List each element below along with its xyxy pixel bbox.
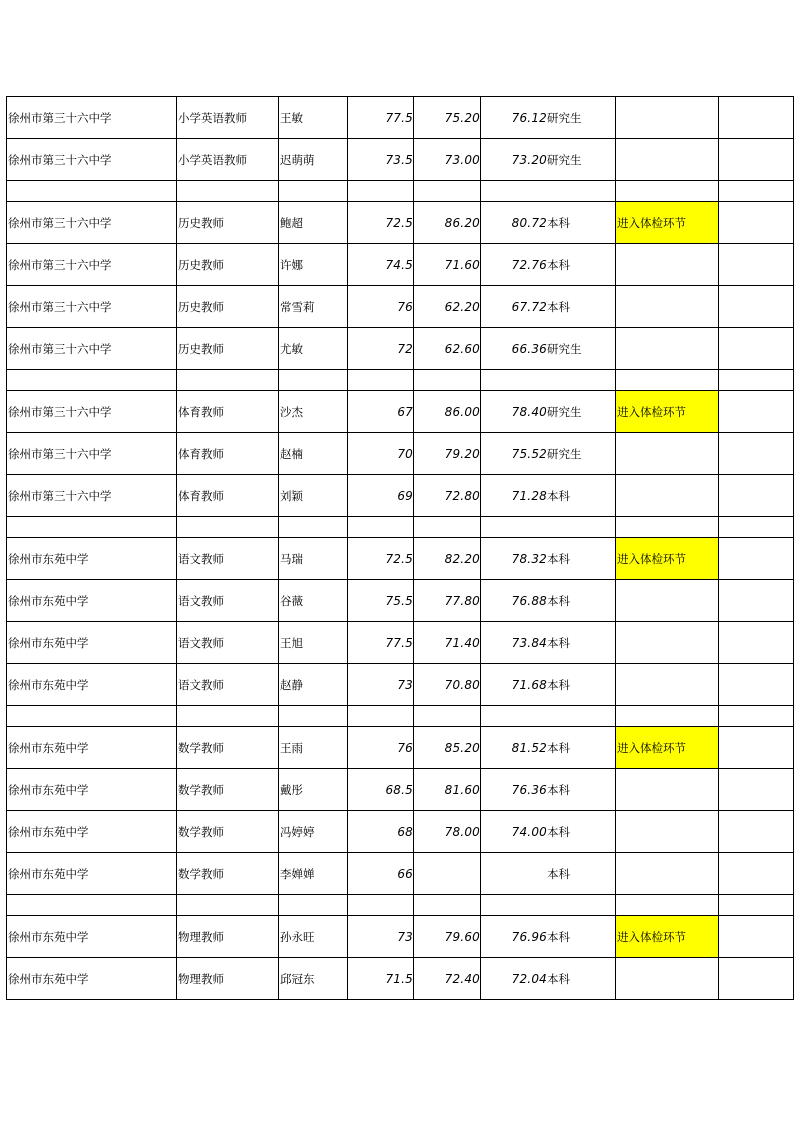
- written-score-cell: 71.5: [348, 958, 414, 999]
- education-cell: 本科: [547, 853, 616, 894]
- total-score-cell: 72.04: [511, 971, 547, 986]
- extra-cell: [719, 97, 794, 138]
- extra-cell: [719, 139, 794, 180]
- results-table: [6, 96, 794, 1000]
- interview-score-cell: 75.20: [414, 97, 481, 138]
- written-score-cell: 72: [348, 328, 414, 369]
- education-cell: 本科: [547, 202, 616, 243]
- table-row: [6, 769, 794, 811]
- education-cell: 本科: [547, 475, 616, 516]
- education-cell: 研究生: [547, 433, 616, 474]
- written-score-cell: 75.5: [348, 580, 414, 621]
- name-cell: [279, 895, 348, 915]
- education-cell: 本科: [547, 580, 616, 621]
- position-cell: [177, 370, 279, 390]
- education-cell: [547, 370, 616, 390]
- note-cell: [616, 328, 719, 369]
- name-cell: 尤敏: [279, 328, 348, 369]
- written-score-cell: 68: [348, 811, 414, 852]
- position-cell: 数学教师: [177, 853, 279, 894]
- extra-cell: [719, 286, 794, 327]
- written-score-cell: 77.5: [348, 622, 414, 663]
- table-row: [6, 580, 794, 622]
- extra-cell: [719, 895, 794, 915]
- name-cell: 马瑞: [279, 538, 348, 579]
- extra-cell: [719, 811, 794, 852]
- interview-score-cell: 79.20: [414, 433, 481, 474]
- position-cell: 历史教师: [177, 244, 279, 285]
- position-cell: 体育教师: [177, 433, 279, 474]
- note-cell: [616, 706, 719, 726]
- name-cell: 鲍超: [279, 202, 348, 243]
- note-cell: 进入体检环节: [616, 727, 719, 768]
- position-cell: 历史教师: [177, 202, 279, 243]
- name-cell: 李婵婵: [279, 853, 348, 894]
- note-cell: 进入体检环节: [616, 538, 719, 579]
- position-cell: 小学英语教师: [177, 97, 279, 138]
- interview-score-cell: 71.40: [414, 622, 481, 663]
- extra-cell: [719, 202, 794, 243]
- school-cell: 徐州市东苑中学: [6, 664, 177, 705]
- total-score-cell: 78.32: [511, 551, 547, 566]
- school-cell: 徐州市东苑中学: [6, 811, 177, 852]
- position-cell: 小学英语教师: [177, 139, 279, 180]
- education-cell: 研究生: [547, 391, 616, 432]
- school-cell: [6, 181, 177, 201]
- note-cell: [616, 853, 719, 894]
- extra-cell: [719, 769, 794, 810]
- total-score-cell: [481, 895, 547, 915]
- interview-score-cell: [414, 895, 481, 915]
- position-cell: 体育教师: [177, 475, 279, 516]
- position-cell: [177, 706, 279, 726]
- total-score-cell: 80.72: [511, 215, 547, 230]
- written-score-cell: 72.5: [348, 202, 414, 243]
- education-cell: [547, 181, 616, 201]
- total-score-cell: [481, 517, 547, 537]
- school-cell: 徐州市第三十六中学: [6, 97, 177, 138]
- position-cell: 语文教师: [177, 622, 279, 663]
- table-row: [6, 328, 794, 370]
- school-cell: [6, 517, 177, 537]
- interview-score-cell: 73.00: [414, 139, 481, 180]
- written-score-cell: 76: [348, 286, 414, 327]
- spacer-row: [6, 517, 794, 538]
- total-score-cell: 72.76: [511, 257, 547, 272]
- total-score-cell: 76.36: [511, 782, 547, 797]
- extra-cell: [719, 853, 794, 894]
- interview-score-cell: 70.80: [414, 664, 481, 705]
- education-cell: 研究生: [547, 328, 616, 369]
- extra-cell: [719, 538, 794, 579]
- name-cell: 赵楠: [279, 433, 348, 474]
- interview-score-cell: 85.20: [414, 727, 481, 768]
- position-cell: [177, 181, 279, 201]
- spacer-row: [6, 895, 794, 916]
- extra-cell: [719, 370, 794, 390]
- spacer-row: [6, 706, 794, 727]
- table-row: [6, 139, 794, 181]
- note-cell: [616, 811, 719, 852]
- written-score-cell: 66: [348, 853, 414, 894]
- interview-score-cell: 72.80: [414, 475, 481, 516]
- extra-cell: [719, 958, 794, 999]
- extra-cell: [719, 580, 794, 621]
- education-cell: 本科: [547, 244, 616, 285]
- extra-cell: [719, 328, 794, 369]
- written-score-cell: [348, 517, 414, 537]
- interview-score-cell: 82.20: [414, 538, 481, 579]
- extra-cell: [719, 517, 794, 537]
- education-cell: 本科: [547, 622, 616, 663]
- note-cell: [616, 769, 719, 810]
- total-score-cell: 71.68: [511, 677, 547, 692]
- total-score-cell: 81.52: [511, 740, 547, 755]
- note-cell: [616, 244, 719, 285]
- name-cell: 孙永旺: [279, 916, 348, 957]
- extra-cell: [719, 391, 794, 432]
- position-cell: 语文教师: [177, 538, 279, 579]
- note-cell: 进入体检环节: [616, 202, 719, 243]
- name-cell: [279, 517, 348, 537]
- table-row: [6, 391, 794, 433]
- name-cell: 赵静: [279, 664, 348, 705]
- note-cell: [616, 139, 719, 180]
- total-score-cell: [481, 370, 547, 390]
- note-cell: [616, 475, 719, 516]
- school-cell: 徐州市第三十六中学: [6, 202, 177, 243]
- interview-score-cell: [414, 181, 481, 201]
- total-score-cell: 67.72: [511, 299, 547, 314]
- school-cell: 徐州市东苑中学: [6, 853, 177, 894]
- interview-score-cell: [414, 853, 481, 894]
- name-cell: 王敏: [279, 97, 348, 138]
- interview-score-cell: [414, 517, 481, 537]
- position-cell: 数学教师: [177, 727, 279, 768]
- total-score-cell: 73.84: [511, 635, 547, 650]
- school-cell: 徐州市第三十六中学: [6, 475, 177, 516]
- position-cell: 历史教师: [177, 328, 279, 369]
- school-cell: 徐州市第三十六中学: [6, 286, 177, 327]
- spacer-row: [6, 370, 794, 391]
- school-cell: 徐州市东苑中学: [6, 622, 177, 663]
- name-cell: 谷薇: [279, 580, 348, 621]
- position-cell: 数学教师: [177, 811, 279, 852]
- written-score-cell: [348, 706, 414, 726]
- extra-cell: [719, 433, 794, 474]
- table-row: [6, 622, 794, 664]
- note-cell: [616, 580, 719, 621]
- extra-cell: [719, 244, 794, 285]
- table-row: [6, 244, 794, 286]
- total-score-cell: 74.00: [511, 824, 547, 839]
- written-score-cell: 76: [348, 727, 414, 768]
- position-cell: 物理教师: [177, 916, 279, 957]
- interview-score-cell: 86.20: [414, 202, 481, 243]
- total-score-cell: [481, 853, 547, 894]
- written-score-cell: 72.5: [348, 538, 414, 579]
- interview-score-cell: 78.00: [414, 811, 481, 852]
- education-cell: 本科: [547, 958, 616, 999]
- written-score-cell: [348, 895, 414, 915]
- extra-cell: [719, 181, 794, 201]
- extra-cell: [719, 727, 794, 768]
- name-cell: 许娜: [279, 244, 348, 285]
- interview-score-cell: 72.40: [414, 958, 481, 999]
- name-cell: 沙杰: [279, 391, 348, 432]
- extra-cell: [719, 916, 794, 957]
- total-score-cell: 75.52: [511, 446, 547, 461]
- education-cell: [547, 706, 616, 726]
- extra-cell: [719, 622, 794, 663]
- note-cell: 进入体检环节: [616, 916, 719, 957]
- table-row: [6, 811, 794, 853]
- school-cell: 徐州市东苑中学: [6, 538, 177, 579]
- name-cell: 戴彤: [279, 769, 348, 810]
- table-row: [6, 538, 794, 580]
- position-cell: [177, 895, 279, 915]
- position-cell: 体育教师: [177, 391, 279, 432]
- note-cell: [616, 97, 719, 138]
- interview-score-cell: 77.80: [414, 580, 481, 621]
- total-score-cell: 66.36: [511, 341, 547, 356]
- name-cell: [279, 181, 348, 201]
- education-cell: 本科: [547, 811, 616, 852]
- name-cell: [279, 706, 348, 726]
- education-cell: 本科: [547, 727, 616, 768]
- name-cell: 冯婷婷: [279, 811, 348, 852]
- written-score-cell: 67: [348, 391, 414, 432]
- interview-score-cell: [414, 370, 481, 390]
- position-cell: 语文教师: [177, 664, 279, 705]
- table-row: [6, 853, 794, 895]
- note-cell: [616, 517, 719, 537]
- position-cell: [177, 517, 279, 537]
- name-cell: 迟萌萌: [279, 139, 348, 180]
- school-cell: 徐州市东苑中学: [6, 580, 177, 621]
- note-cell: 进入体检环节: [616, 391, 719, 432]
- table-row: [6, 286, 794, 328]
- total-score-cell: 73.20: [511, 152, 547, 167]
- education-cell: 本科: [547, 286, 616, 327]
- note-cell: [616, 895, 719, 915]
- written-score-cell: 73.5: [348, 139, 414, 180]
- school-cell: 徐州市第三十六中学: [6, 328, 177, 369]
- table-row: [6, 727, 794, 769]
- name-cell: 王旭: [279, 622, 348, 663]
- name-cell: 王雨: [279, 727, 348, 768]
- extra-cell: [719, 664, 794, 705]
- name-cell: 刘颖: [279, 475, 348, 516]
- interview-score-cell: 62.20: [414, 286, 481, 327]
- school-cell: 徐州市第三十六中学: [6, 244, 177, 285]
- total-score-cell: 76.12: [511, 110, 547, 125]
- name-cell: [279, 370, 348, 390]
- interview-score-cell: 62.60: [414, 328, 481, 369]
- interview-score-cell: [414, 706, 481, 726]
- written-score-cell: [348, 370, 414, 390]
- position-cell: 历史教师: [177, 286, 279, 327]
- note-cell: [616, 664, 719, 705]
- extra-cell: [719, 706, 794, 726]
- school-cell: 徐州市东苑中学: [6, 958, 177, 999]
- school-cell: 徐州市第三十六中学: [6, 433, 177, 474]
- interview-score-cell: 86.00: [414, 391, 481, 432]
- note-cell: [616, 286, 719, 327]
- note-cell: [616, 433, 719, 474]
- table-row: [6, 97, 794, 139]
- education-cell: 研究生: [547, 97, 616, 138]
- total-score-cell: 76.96: [511, 929, 547, 944]
- school-cell: 徐州市第三十六中学: [6, 139, 177, 180]
- table-row: [6, 202, 794, 244]
- total-score-cell: [481, 181, 547, 201]
- written-score-cell: 70: [348, 433, 414, 474]
- school-cell: [6, 706, 177, 726]
- name-cell: 邱冠东: [279, 958, 348, 999]
- school-cell: 徐州市东苑中学: [6, 916, 177, 957]
- total-score-cell: [481, 706, 547, 726]
- school-cell: 徐州市东苑中学: [6, 727, 177, 768]
- education-cell: 本科: [547, 538, 616, 579]
- note-cell: [616, 958, 719, 999]
- interview-score-cell: 79.60: [414, 916, 481, 957]
- written-score-cell: 73: [348, 664, 414, 705]
- education-cell: 研究生: [547, 139, 616, 180]
- position-cell: 物理教师: [177, 958, 279, 999]
- written-score-cell: 69: [348, 475, 414, 516]
- total-score-cell: 78.40: [511, 404, 547, 419]
- position-cell: 数学教师: [177, 769, 279, 810]
- total-score-cell: 76.88: [511, 593, 547, 608]
- school-cell: [6, 895, 177, 915]
- education-cell: 本科: [547, 769, 616, 810]
- written-score-cell: 74.5: [348, 244, 414, 285]
- table-row: [6, 958, 794, 1000]
- table-row: [6, 475, 794, 517]
- table-row: [6, 664, 794, 706]
- position-cell: 语文教师: [177, 580, 279, 621]
- written-score-cell: 73: [348, 916, 414, 957]
- written-score-cell: [348, 181, 414, 201]
- note-cell: [616, 181, 719, 201]
- table-row: [6, 433, 794, 475]
- education-cell: 本科: [547, 664, 616, 705]
- written-score-cell: 77.5: [348, 97, 414, 138]
- interview-score-cell: 81.60: [414, 769, 481, 810]
- education-cell: [547, 517, 616, 537]
- education-cell: 本科: [547, 916, 616, 957]
- note-cell: [616, 370, 719, 390]
- table-row: [6, 916, 794, 958]
- name-cell: 常雪莉: [279, 286, 348, 327]
- extra-cell: [719, 475, 794, 516]
- education-cell: [547, 895, 616, 915]
- school-cell: 徐州市第三十六中学: [6, 391, 177, 432]
- written-score-cell: 68.5: [348, 769, 414, 810]
- school-cell: 徐州市东苑中学: [6, 769, 177, 810]
- interview-score-cell: 71.60: [414, 244, 481, 285]
- note-cell: [616, 622, 719, 663]
- total-score-cell: 71.28: [511, 488, 547, 503]
- school-cell: [6, 370, 177, 390]
- spacer-row: [6, 181, 794, 202]
